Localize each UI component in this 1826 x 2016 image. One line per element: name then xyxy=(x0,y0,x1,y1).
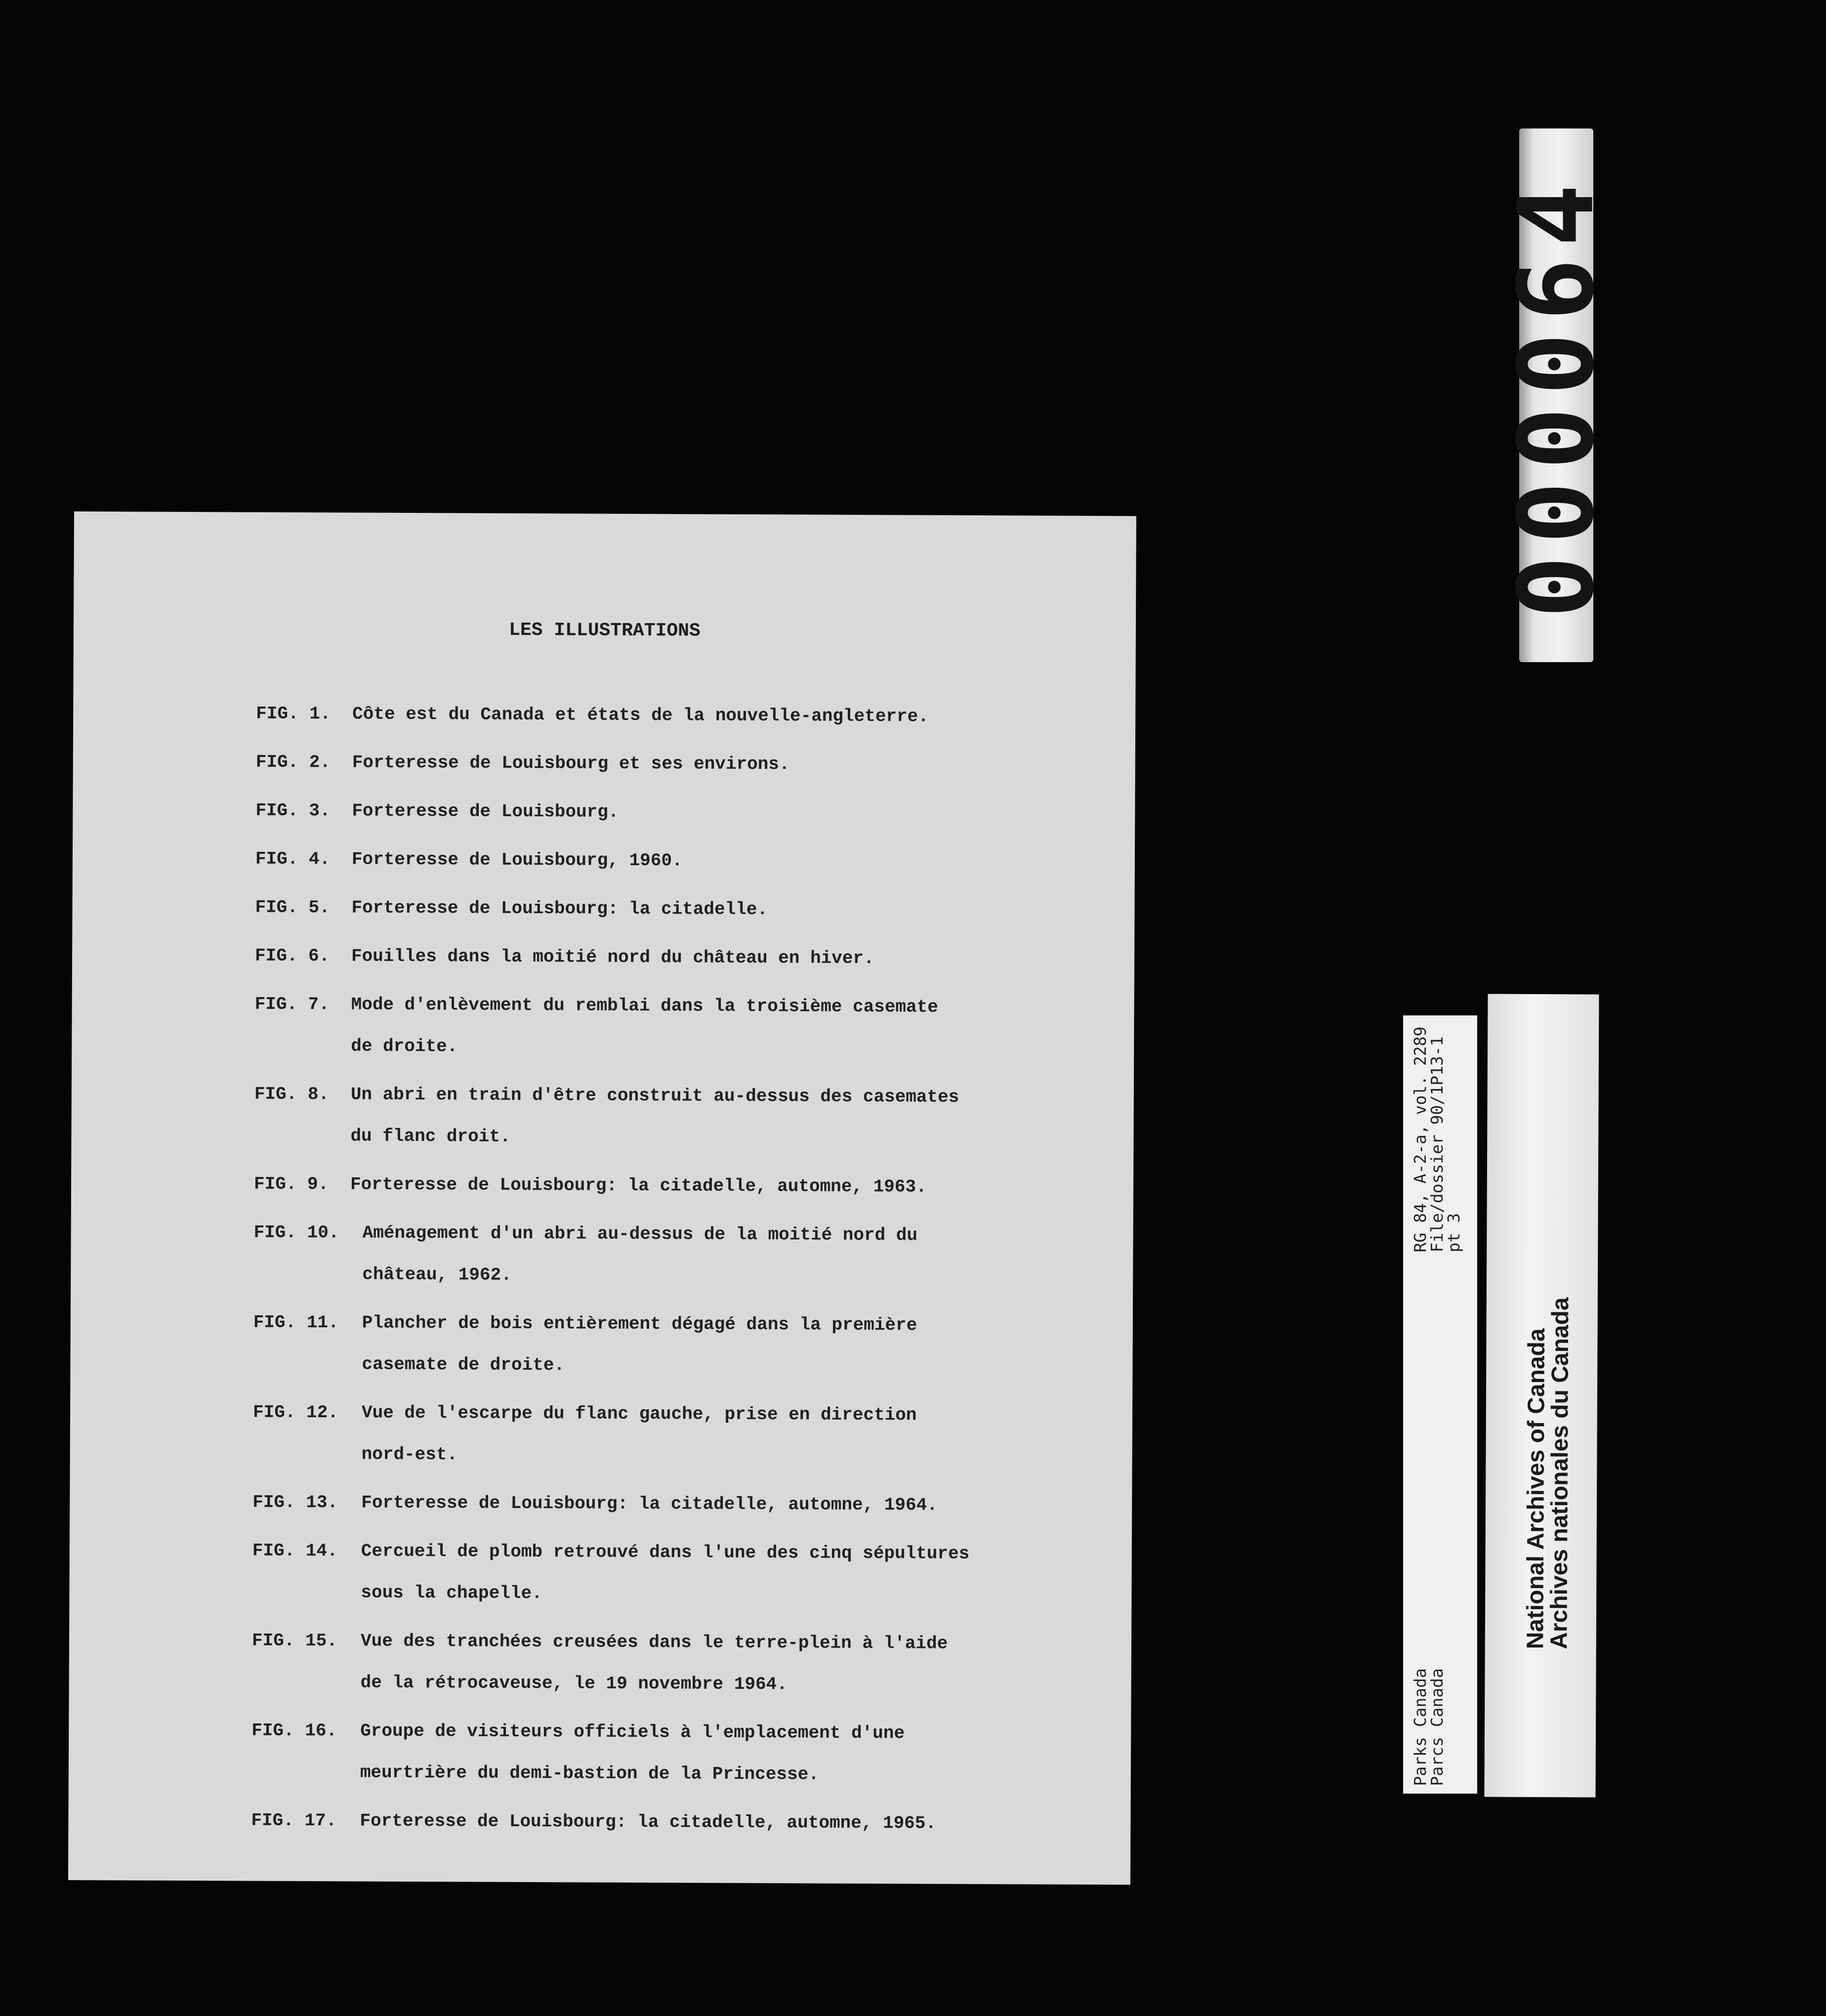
figure-number: FIG. 4. xyxy=(255,848,331,870)
caption-line: de la rétrocaveuse, le 19 novembre 1964. xyxy=(360,1672,788,1695)
figure-number: FIG. 14. xyxy=(252,1540,338,1561)
caption-line: Groupe de visiteurs officiels à l'emplacement d'une xyxy=(360,1721,905,1744)
figure-number: FIG. 17. xyxy=(251,1810,337,1831)
figure-caption xyxy=(352,742,790,785)
archives-name xyxy=(1524,1297,1573,1649)
agency-line-en: Parks Canada xyxy=(1411,1668,1430,1786)
figure-number: FIG. 10. xyxy=(253,1222,339,1243)
agency-line-fr: Parcs Canada xyxy=(1427,1668,1447,1786)
figure-entry xyxy=(252,1399,1053,1478)
caption-line: Aménagement d'un abri au-dessus de la moitié nord du xyxy=(362,1222,918,1246)
figure-number: FIG. 1. xyxy=(256,703,331,724)
agency-name xyxy=(1412,1668,1446,1786)
figure-caption xyxy=(361,1392,916,1478)
figure-caption xyxy=(361,1531,969,1616)
figure-entry xyxy=(252,1489,1053,1527)
caption-line: Mode d'enlèvement du remblai dans la troisième casemate xyxy=(351,994,938,1017)
figure-entry xyxy=(254,991,1055,1070)
caption-line: sous la chapelle. xyxy=(361,1582,542,1604)
figure-caption xyxy=(361,1482,938,1526)
page-title: LES ILLUSTRATIONS xyxy=(509,619,701,642)
figure-number: FIG. 9. xyxy=(253,1174,329,1195)
figure-number: FIG. 7. xyxy=(254,994,330,1015)
figure-entry xyxy=(251,1717,1052,1797)
caption-line: Fouilles dans la moitié nord du château en hiver. xyxy=(351,946,874,969)
figure-entry xyxy=(255,797,1056,835)
reel-number: 000064 xyxy=(1495,172,1617,619)
figure-caption xyxy=(360,1621,948,1706)
archives-name-en: National Archives of Canada xyxy=(1522,1328,1550,1649)
archive-reference xyxy=(1412,1026,1462,1252)
figure-caption xyxy=(352,693,929,737)
caption-line: Un abri en train d'être construit au-dessus des casemates xyxy=(350,1084,959,1107)
figure-caption xyxy=(352,839,683,882)
figure-entry xyxy=(256,749,1056,787)
caption-line: Forteresse de Louisbourg: la citadelle. xyxy=(351,897,768,920)
reference-line: File/dossier 90/1P13-1 xyxy=(1427,1036,1447,1252)
figure-caption xyxy=(362,1213,917,1298)
archives-name-fr: Archives nationales du Canada xyxy=(1545,1297,1574,1649)
figure-entry xyxy=(253,1219,1054,1299)
figure-caption xyxy=(362,1302,917,1388)
figure-number: FIG. 16. xyxy=(251,1720,337,1741)
figure-entry xyxy=(255,894,1055,932)
figure-caption xyxy=(352,790,619,833)
caption-line: casemate de droite. xyxy=(362,1354,565,1376)
figure-entry xyxy=(255,845,1056,883)
caption-line: Forteresse de Louisbourg. xyxy=(352,800,619,822)
figure-entry xyxy=(256,700,1056,738)
caption-line: Plancher de bois entièrement dégagé dans la première xyxy=(362,1312,917,1336)
caption-line: château, 1962. xyxy=(362,1264,512,1285)
figure-number: FIG. 15. xyxy=(251,1630,337,1651)
figure-number: FIG. 13. xyxy=(252,1492,338,1513)
figure-entry xyxy=(254,1081,1055,1160)
figure-number: FIG. 8. xyxy=(254,1084,330,1105)
caption-line: Forteresse de Louisbourg: la citadelle, automne, 1964. xyxy=(361,1492,938,1515)
national-archives-label xyxy=(1484,994,1599,1798)
figure-caption xyxy=(360,1801,936,1845)
caption-line: Côte est du Canada et états de la nouvelle-angleterre. xyxy=(352,704,929,727)
figure-number: FIG. 2. xyxy=(255,752,331,773)
figure-entry xyxy=(252,1537,1053,1617)
figure-number: FIG. 3. xyxy=(255,800,331,821)
figure-entry xyxy=(254,1171,1054,1209)
caption-line: Forteresse de Louisbourg: la citadelle, automne, 1963. xyxy=(350,1174,927,1197)
figure-number: FIG. 6. xyxy=(254,945,330,966)
parks-canada-label xyxy=(1403,1015,1477,1794)
caption-line: Forteresse de Louisbourg, 1960. xyxy=(351,849,683,871)
figure-caption xyxy=(351,935,874,979)
caption-line: Cercueil de plomb retrouvé dans l'une des cinq sépultures xyxy=(361,1541,970,1564)
caption-line: Forteresse de Louisbourg: la citadelle, automne, 1965. xyxy=(360,1810,937,1834)
caption-line: du flanc droit. xyxy=(350,1126,511,1147)
figure-caption xyxy=(350,1074,959,1159)
figure-entry xyxy=(251,1627,1052,1707)
caption-line: nord-est. xyxy=(361,1444,458,1465)
figure-caption xyxy=(350,1164,927,1208)
figure-number: FIG. 11. xyxy=(253,1312,339,1333)
figure-number: FIG. 12. xyxy=(252,1402,338,1423)
figure-caption xyxy=(360,1711,905,1796)
reference-line: RG 84, A-2-a, vol. 2289 xyxy=(1411,1026,1430,1252)
caption-line: meurtrière du demi-bastion de la Princesse. xyxy=(360,1762,819,1785)
caption-line: de droite. xyxy=(351,1036,458,1057)
caption-line: Vue des tranchées creusées dans le terre-plein à l'aide xyxy=(360,1631,948,1654)
figure-entry xyxy=(253,1309,1054,1388)
figure-caption xyxy=(351,887,768,930)
typed-page xyxy=(68,511,1136,1885)
caption-line: Forteresse de Louisbourg et ses environs. xyxy=(352,752,790,775)
figure-list xyxy=(251,700,1056,1859)
figure-caption xyxy=(351,984,938,1069)
figure-entry xyxy=(251,1807,1051,1845)
figure-entry xyxy=(255,942,1055,980)
figure-number: FIG. 5. xyxy=(255,897,330,918)
reel-number-strip xyxy=(1495,128,1617,662)
caption-line: Vue de l'escarpe du flanc gauche, prise en direction xyxy=(361,1402,917,1426)
reference-line: pt 3 xyxy=(1444,1213,1463,1252)
